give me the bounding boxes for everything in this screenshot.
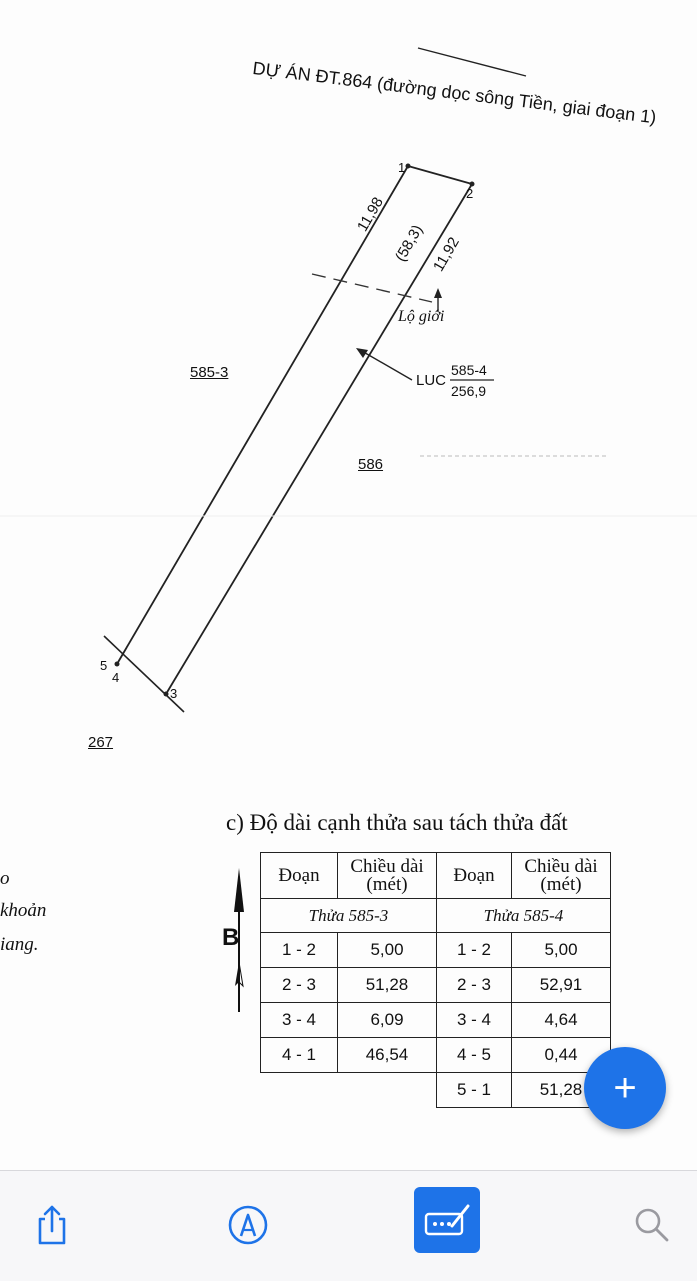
parcel-585-4-area: 256,9 [451, 383, 487, 399]
table-row [261, 1073, 611, 1108]
point-label-5: 5 [100, 658, 108, 673]
share-icon [32, 1203, 72, 1247]
length-cell: 51,28 [512, 1073, 611, 1108]
segment-cell: 2 - 3 [261, 968, 338, 1003]
add-button[interactable] [584, 1047, 666, 1129]
share-button[interactable] [20, 1193, 84, 1257]
side-text-line-3: iang. [0, 934, 39, 955]
segment-length-table [260, 852, 611, 1108]
length-cell: 5,00 [338, 933, 437, 968]
header-segment-a: Đoạn [261, 853, 338, 899]
length-cell: 52,91 [512, 968, 611, 1003]
parcel-585-4-number: 585-4 [451, 362, 487, 378]
bottom-toolbar [0, 1170, 697, 1281]
table-row [261, 1038, 611, 1073]
side-text-line-1: o [0, 868, 10, 889]
section-title: c) Độ dài cạnh thửa sau tách thửa đất [226, 810, 568, 835]
parcel-267-label: 267 [88, 734, 114, 751]
parcel-586-label: 586 [358, 456, 384, 473]
header-length-a-unit: (mét) [366, 873, 408, 895]
header-length-a [338, 853, 437, 899]
table-row [261, 933, 611, 968]
empty-cell [261, 1073, 338, 1108]
point-label-2: 2 [466, 186, 474, 201]
segment-cell: 1 - 2 [261, 933, 338, 968]
segment-cell: 3 - 4 [437, 1003, 512, 1038]
header-length-b-label: Chiều dài [524, 855, 598, 877]
markup-icon [226, 1203, 270, 1247]
length-cell: 51,28 [338, 968, 437, 1003]
length-cell: 5,00 [512, 933, 611, 968]
segment-cell: 1 - 2 [437, 933, 512, 968]
table-row [261, 968, 611, 1003]
table-row [261, 1003, 611, 1038]
segment-cell: 4 - 1 [261, 1038, 338, 1073]
dimension-left: 11,98 [354, 194, 387, 235]
segment-cell: 4 - 5 [437, 1038, 512, 1073]
parcel-585-3-heading: Thửa 585-3 [261, 899, 437, 933]
markup-button[interactable] [216, 1193, 280, 1257]
fill-sign-button[interactable] [414, 1187, 480, 1253]
header-length-b-unit: (mét) [540, 873, 582, 895]
fill-sign-icon [422, 1200, 472, 1240]
land-use-label: LUC [416, 372, 447, 389]
setback-label: Lộ giới [398, 308, 445, 325]
parcel-585-4-heading: Thửa 585-4 [437, 899, 611, 933]
length-cell: 0,44 [512, 1038, 611, 1073]
point-label-1: 1 [398, 160, 406, 175]
point-label-3: 3 [170, 686, 178, 701]
empty-cell [338, 1073, 437, 1108]
search-icon [632, 1205, 672, 1245]
dimension-right: 11,92 [430, 234, 463, 275]
side-text-line-2: khoản [0, 900, 47, 921]
header-segment-b: Đoạn [437, 853, 512, 899]
dimension-center: (58,3) [392, 222, 427, 265]
segment-cell: 2 - 3 [437, 968, 512, 1003]
segment-cell: 3 - 4 [261, 1003, 338, 1038]
header-length-b [512, 853, 611, 899]
project-title: DỰ ÁN ĐT.864 (đường dọc sông Tiền, giai đoạn 1) [251, 58, 658, 128]
parcel-585-3-label: 585-3 [190, 364, 229, 381]
header-length-a-label: Chiều dài [350, 855, 424, 877]
length-cell: 4,64 [512, 1003, 611, 1038]
search-button[interactable] [620, 1193, 684, 1257]
length-cell: 6,09 [338, 1003, 437, 1038]
point-label-4: 4 [112, 670, 120, 685]
plus-icon: + [613, 1066, 637, 1110]
length-cell: 46,54 [338, 1038, 437, 1073]
segment-cell: 5 - 1 [437, 1073, 512, 1108]
north-letter: B [222, 924, 240, 951]
